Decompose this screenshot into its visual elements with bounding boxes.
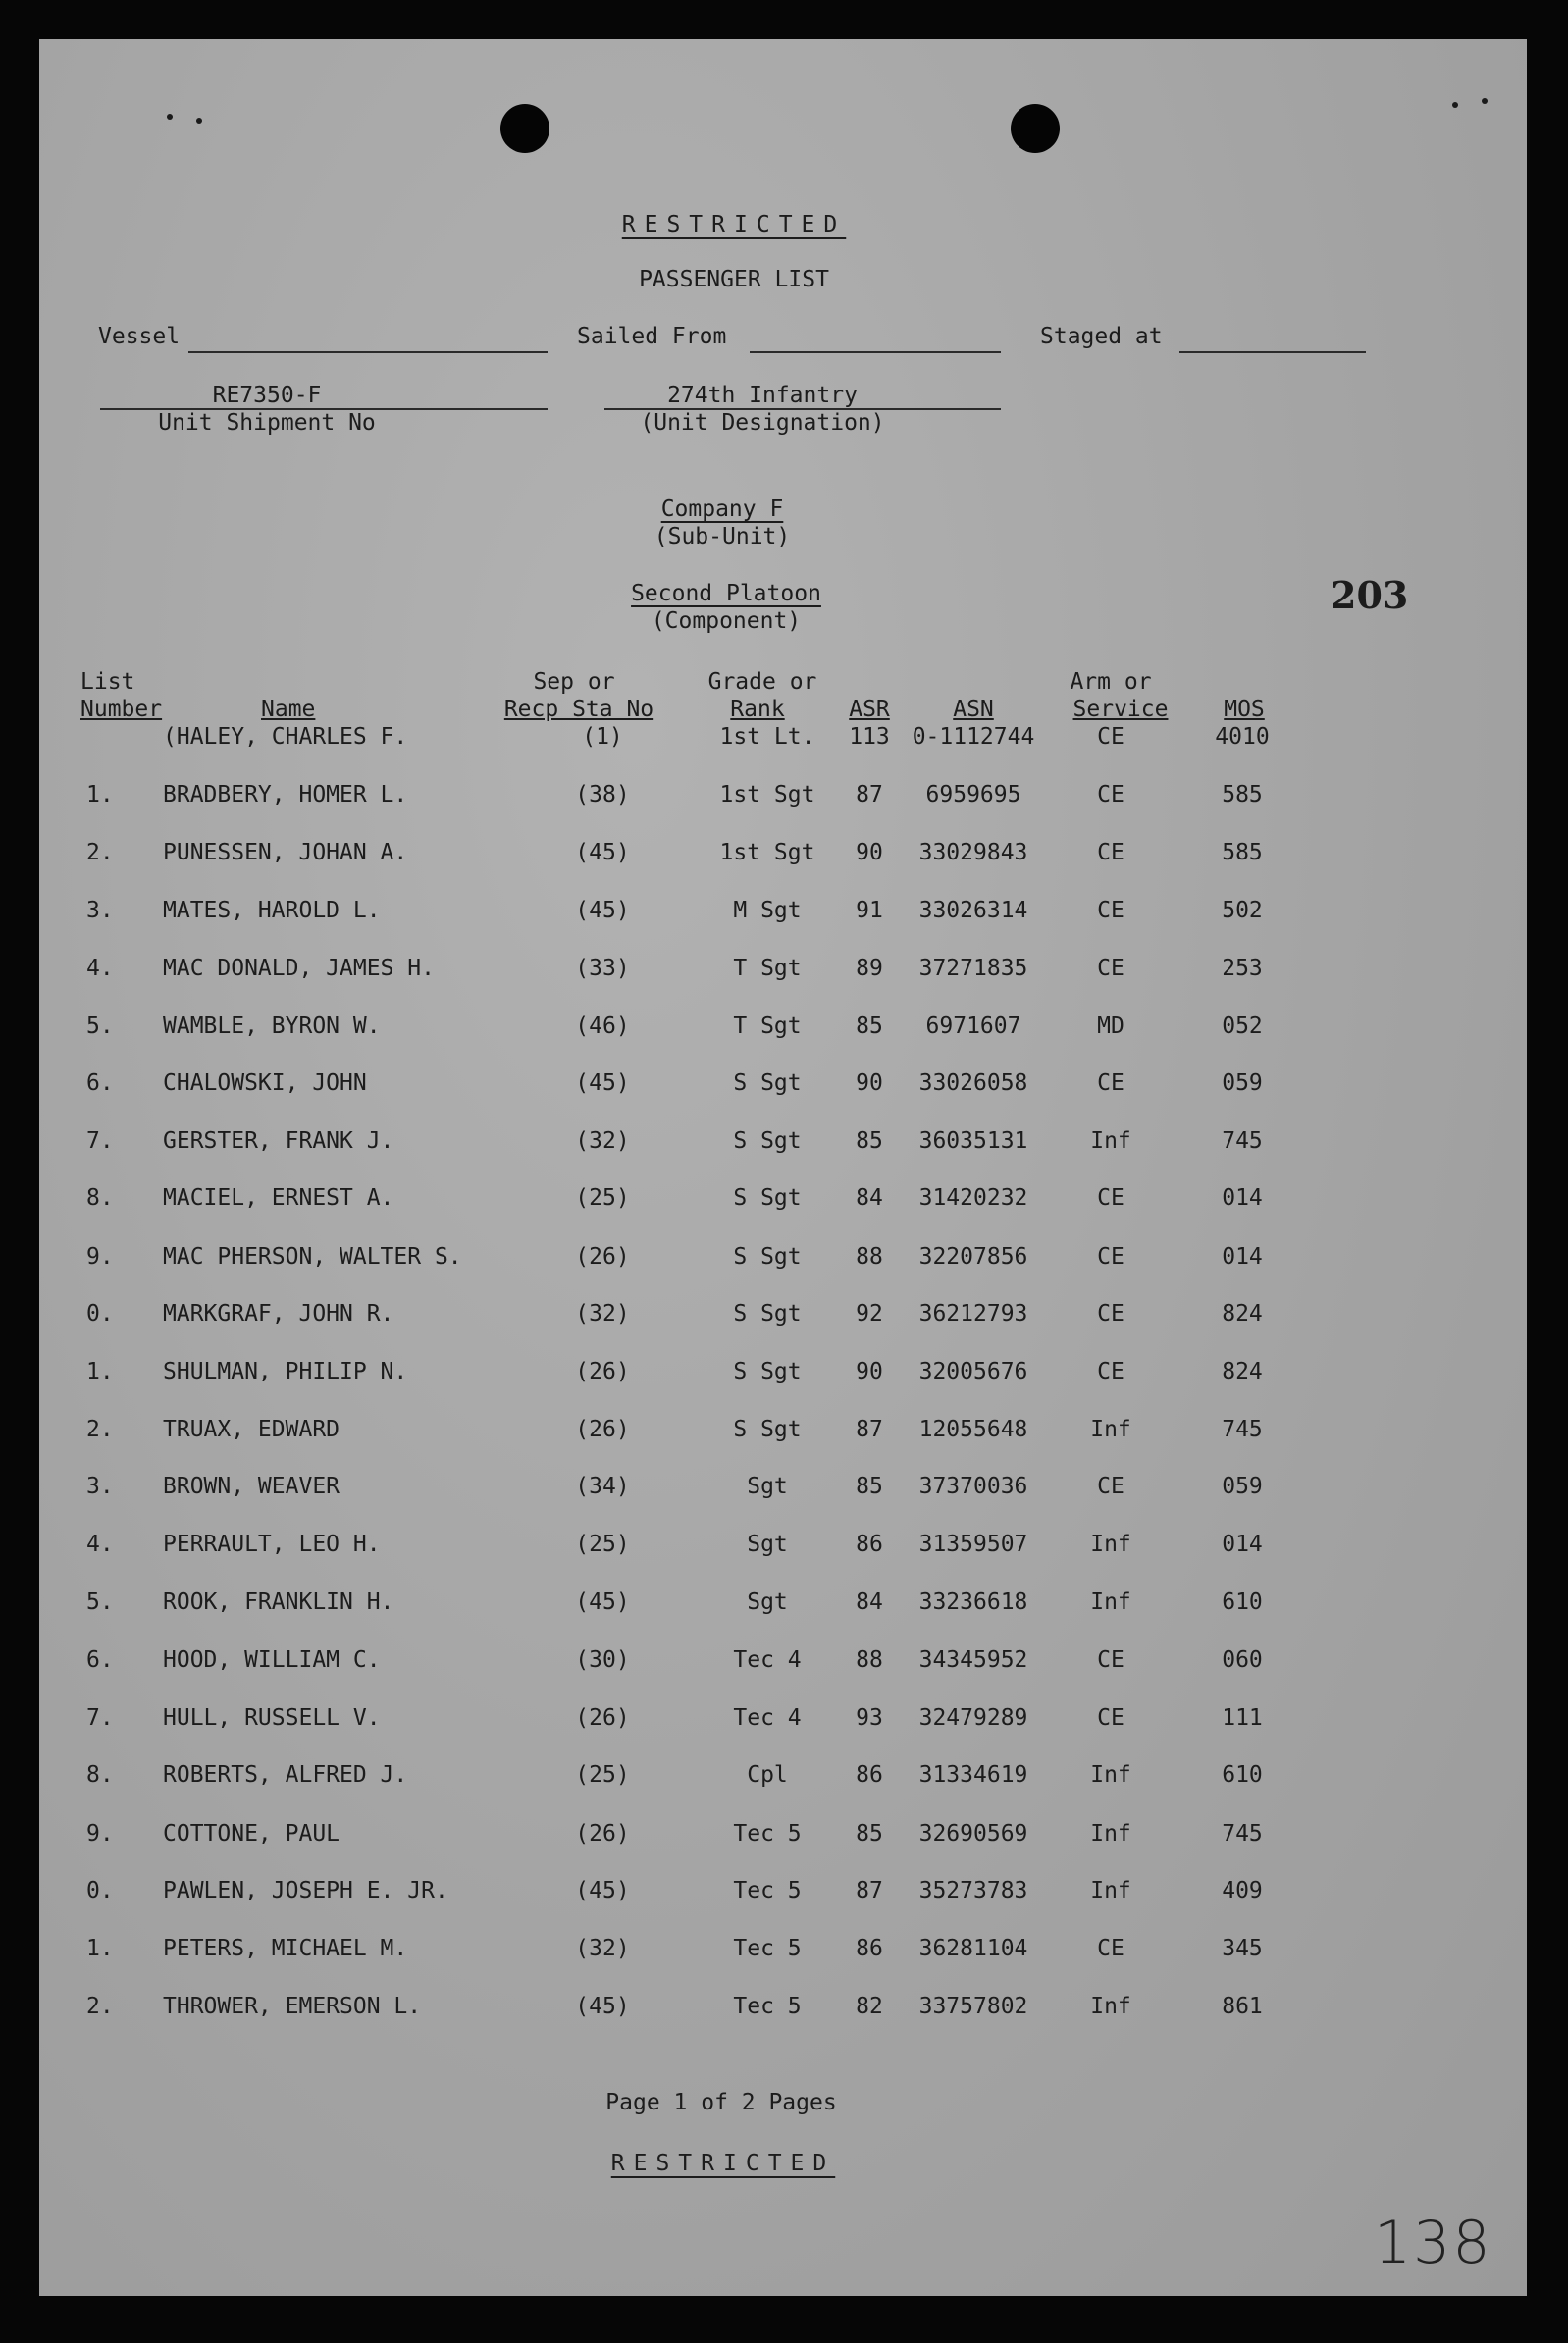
row-rank: T Sgt xyxy=(733,956,802,981)
sub-unit-label: (Sub-Unit) xyxy=(653,524,791,549)
row-asn: 33029843 xyxy=(918,840,1028,865)
speck xyxy=(1482,98,1488,104)
row-sep-recp: (26) xyxy=(575,1417,630,1442)
speck xyxy=(167,114,173,120)
row-number: 5. xyxy=(86,1014,114,1039)
row-sep-recp: (32) xyxy=(575,1936,630,1961)
table-row xyxy=(39,1130,1527,1160)
row-rank: S Sgt xyxy=(733,1244,802,1270)
row-number: 3. xyxy=(86,898,114,923)
row-rank: S Sgt xyxy=(733,1128,802,1154)
sub-unit-value: Company F xyxy=(660,496,784,522)
row-arm-service: CE xyxy=(1097,840,1124,865)
sailed-from-line xyxy=(750,351,1001,353)
handwritten-number: 138 xyxy=(1374,2209,1492,2277)
row-name: MARKGRAF, JOHN R. xyxy=(163,1301,394,1327)
row-asn: 6971607 xyxy=(925,1014,1021,1039)
row-asr: 90 xyxy=(856,1070,883,1096)
row-rank: 1st Sgt xyxy=(719,840,815,865)
row-asn: 31334619 xyxy=(918,1762,1028,1788)
row-mos: 585 xyxy=(1222,782,1263,807)
row-mos: 059 xyxy=(1222,1070,1263,1096)
unit-shipment-value: RE7350-F xyxy=(212,383,322,408)
row-name: SHULMAN, PHILIP N. xyxy=(163,1359,408,1384)
row-number: 2. xyxy=(86,840,114,865)
table-row xyxy=(39,1938,1527,1967)
table-row xyxy=(39,1707,1527,1737)
row-mos: 052 xyxy=(1222,1014,1263,1039)
row-rank: Sgt xyxy=(747,1589,788,1615)
table-row xyxy=(39,1823,1527,1852)
row-asn: 6959695 xyxy=(925,782,1021,807)
row-number: 5. xyxy=(86,1589,114,1615)
col-grade-rank: Rank xyxy=(730,697,785,722)
row-name: MATES, HAROLD L. xyxy=(163,898,381,923)
row-name: MAC PHERSON, WALTER S. xyxy=(163,1244,462,1270)
row-sep-recp: (26) xyxy=(575,1821,630,1847)
col-asr: ASR xyxy=(849,697,890,722)
row-mos: 824 xyxy=(1222,1359,1263,1384)
row-rank: S Sgt xyxy=(733,1359,802,1384)
row-name: PETERS, MICHAEL M. xyxy=(163,1936,408,1961)
row-arm-service: Inf xyxy=(1090,1417,1131,1442)
row-asn: 32690569 xyxy=(918,1821,1028,1847)
row-asr: 87 xyxy=(856,1878,883,1903)
row-mos: 014 xyxy=(1222,1244,1263,1270)
row-number: 7. xyxy=(86,1128,114,1154)
row-arm-service: CE xyxy=(1097,1705,1124,1731)
row-mos: 610 xyxy=(1222,1589,1263,1615)
row-arm-service: Inf xyxy=(1090,1994,1131,2019)
restricted-footer: RESTRICTED xyxy=(610,2151,836,2176)
row-arm-service: CE xyxy=(1097,782,1124,807)
page-stamp-number: 203 xyxy=(1331,573,1409,617)
punch-hole-right xyxy=(1011,104,1060,153)
row-number: 4. xyxy=(86,1532,114,1557)
row-sep-recp: (45) xyxy=(575,1070,630,1096)
row-mos: 060 xyxy=(1222,1647,1263,1673)
row-asn: 33026314 xyxy=(918,898,1028,923)
row-sep-recp: (45) xyxy=(575,1994,630,2019)
row-sep-recp: (45) xyxy=(575,840,630,865)
row-sep-recp: (25) xyxy=(575,1532,630,1557)
row-name: ROOK, FRANKLIN H. xyxy=(163,1589,394,1615)
row-mos: 502 xyxy=(1222,898,1263,923)
unit-designation-value: 274th Infantry xyxy=(667,383,858,408)
row-name: MACIEL, ERNEST A. xyxy=(163,1185,394,1211)
row-arm-service: Inf xyxy=(1090,1128,1131,1154)
document-title: PASSENGER LIST xyxy=(639,267,829,292)
row-asr: 92 xyxy=(856,1301,883,1327)
row-name: TRUAX, EDWARD xyxy=(163,1417,340,1442)
row-asr: 85 xyxy=(856,1128,883,1154)
row-sep-recp: (26) xyxy=(575,1705,630,1731)
row-name: CHALOWSKI, JOHN xyxy=(163,1070,367,1096)
row-number: 3. xyxy=(86,1474,114,1499)
row-asn: 36281104 xyxy=(918,1936,1028,1961)
row-mos: 610 xyxy=(1222,1762,1263,1788)
row-arm-service: Inf xyxy=(1090,1532,1131,1557)
row-asr: 93 xyxy=(856,1705,883,1731)
row-number: 6. xyxy=(86,1070,114,1096)
table-row xyxy=(39,1996,1527,2025)
row-asn: 33757802 xyxy=(918,1994,1028,2019)
row-number: 8. xyxy=(86,1762,114,1788)
row-asr: 87 xyxy=(856,782,883,807)
col-asn: ASN xyxy=(953,697,994,722)
row-mos: 014 xyxy=(1222,1185,1263,1211)
row-rank: T Sgt xyxy=(733,1014,802,1039)
row-rank: Tec 4 xyxy=(733,1705,802,1731)
row-rank: Sgt xyxy=(747,1532,788,1557)
row-mos: 824 xyxy=(1222,1301,1263,1327)
row-name: PERRAULT, LEO H. xyxy=(163,1532,381,1557)
row-number: 1. xyxy=(86,782,114,807)
row-sep-recp: (45) xyxy=(575,1589,630,1615)
row-mos: 253 xyxy=(1222,956,1263,981)
col-arm-service: Service xyxy=(1072,697,1169,722)
table-row xyxy=(39,1764,1527,1794)
restricted-heading: RESTRICTED xyxy=(621,212,847,237)
punch-hole-left xyxy=(500,104,549,153)
table-row xyxy=(39,784,1527,813)
row-rank: Tec 4 xyxy=(733,1647,802,1673)
table-row xyxy=(39,1649,1527,1679)
row-arm-service: CE xyxy=(1097,1301,1124,1327)
row-sep-recp: (33) xyxy=(575,956,630,981)
row-sep-recp: (25) xyxy=(575,1762,630,1788)
row-sep-recp: (38) xyxy=(575,782,630,807)
row-asr: 85 xyxy=(856,1014,883,1039)
row-rank: S Sgt xyxy=(733,1185,802,1211)
row-asr: 86 xyxy=(856,1762,883,1788)
row-rank: Tec 5 xyxy=(733,1936,802,1961)
row-asn: 32207856 xyxy=(918,1244,1028,1270)
col-mos: MOS xyxy=(1224,697,1265,722)
row-sep-recp: (26) xyxy=(575,1244,630,1270)
row-arm-service: CE xyxy=(1097,956,1124,981)
row-sep-recp: (45) xyxy=(575,898,630,923)
row-rank: S Sgt xyxy=(733,1417,802,1442)
row-number: 8. xyxy=(86,1185,114,1211)
vessel-label: Vessel xyxy=(98,324,181,349)
row-sep-recp: (25) xyxy=(575,1185,630,1211)
row-asr: 84 xyxy=(856,1589,883,1615)
row-mos: 111 xyxy=(1222,1705,1263,1731)
row-rank: Tec 5 xyxy=(733,1878,802,1903)
row-asn: 12055648 xyxy=(918,1417,1028,1442)
row-name: (HALEY, CHARLES F. xyxy=(163,724,408,750)
row-name: HOOD, WILLIAM C. xyxy=(163,1647,381,1673)
row-asr: 84 xyxy=(856,1185,883,1211)
row-sep-recp: (26) xyxy=(575,1359,630,1384)
sailed-from-label: Sailed From xyxy=(577,324,727,349)
row-rank: Cpl xyxy=(747,1762,788,1788)
staged-at-line xyxy=(1179,351,1366,353)
table-row xyxy=(39,1187,1527,1217)
row-number: 9. xyxy=(86,1244,114,1270)
row-asr: 90 xyxy=(856,840,883,865)
row-asn: 37370036 xyxy=(918,1474,1028,1499)
row-asn: 33236618 xyxy=(918,1589,1028,1615)
row-mos: 745 xyxy=(1222,1417,1263,1442)
table-row xyxy=(39,1015,1527,1045)
speck xyxy=(196,118,202,124)
row-number: 6. xyxy=(86,1647,114,1673)
row-arm-service: Inf xyxy=(1090,1821,1131,1847)
table-row xyxy=(39,958,1527,987)
row-arm-service: MD xyxy=(1097,1014,1124,1039)
row-mos: 745 xyxy=(1222,1128,1263,1154)
row-asr: 85 xyxy=(856,1821,883,1847)
row-rank: 1st Sgt xyxy=(719,782,815,807)
table-row xyxy=(39,842,1527,871)
row-asn: 31420232 xyxy=(918,1185,1028,1211)
row-asr: 86 xyxy=(856,1936,883,1961)
row-name: PUNESSEN, JOHAN A. xyxy=(163,840,408,865)
row-name: HULL, RUSSELL V. xyxy=(163,1705,381,1731)
row-arm-service: CE xyxy=(1097,1244,1124,1270)
row-arm-service: CE xyxy=(1097,1070,1124,1096)
table-row xyxy=(39,1303,1527,1332)
row-name: THROWER, EMERSON L. xyxy=(163,1994,422,2019)
row-mos: 745 xyxy=(1222,1821,1263,1847)
unit-designation-label: (Unit Designation) xyxy=(640,410,885,436)
row-asn: 35273783 xyxy=(918,1878,1028,1903)
row-number: 0. xyxy=(86,1878,114,1903)
row-number: 9. xyxy=(86,1821,114,1847)
col-list-number: List xyxy=(80,669,135,695)
vessel-line xyxy=(188,351,548,353)
row-name: WAMBLE, BYRON W. xyxy=(163,1014,381,1039)
col-sep-recp: Recp Sta No xyxy=(503,697,654,722)
row-number: 7. xyxy=(86,1705,114,1731)
row-sep-recp: (32) xyxy=(575,1128,630,1154)
row-number: 4. xyxy=(86,956,114,981)
row-asr: 113 xyxy=(849,724,890,750)
row-mos: 4010 xyxy=(1215,724,1270,750)
row-arm-service: CE xyxy=(1097,1474,1124,1499)
row-rank: S Sgt xyxy=(733,1301,802,1327)
row-number: 2. xyxy=(86,1994,114,2019)
row-name: ROBERTS, ALFRED J. xyxy=(163,1762,408,1788)
table-row xyxy=(39,1476,1527,1505)
row-asn: 32479289 xyxy=(918,1705,1028,1731)
row-sep-recp: (30) xyxy=(575,1647,630,1673)
row-number: 1. xyxy=(86,1936,114,1961)
row-asr: 82 xyxy=(856,1994,883,2019)
speck xyxy=(1452,102,1458,108)
row-number: 0. xyxy=(86,1301,114,1327)
row-mos: 014 xyxy=(1222,1532,1263,1557)
col-arm-service: Arm or xyxy=(1070,669,1152,695)
row-asn: 0-1112744 xyxy=(912,724,1035,750)
row-name: GERSTER, FRANK J. xyxy=(163,1128,394,1154)
row-arm-service: CE xyxy=(1097,724,1124,750)
row-name: MAC DONALD, JAMES H. xyxy=(163,956,435,981)
row-sep-recp: (46) xyxy=(575,1014,630,1039)
row-asn: 31359507 xyxy=(918,1532,1028,1557)
row-asr: 86 xyxy=(856,1532,883,1557)
col-list-number: Number xyxy=(80,697,163,722)
row-asr: 85 xyxy=(856,1474,883,1499)
row-arm-service: CE xyxy=(1097,898,1124,923)
component-value: Second Platoon xyxy=(631,581,821,606)
row-arm-service: CE xyxy=(1097,1936,1124,1961)
row-rank: M Sgt xyxy=(733,898,802,923)
row-asn: 34345952 xyxy=(918,1647,1028,1673)
row-arm-service: Inf xyxy=(1090,1589,1131,1615)
row-asr: 88 xyxy=(856,1244,883,1270)
row-number: 1. xyxy=(86,1359,114,1384)
table-row xyxy=(39,1361,1527,1390)
row-asr: 89 xyxy=(856,956,883,981)
row-asn: 36035131 xyxy=(918,1128,1028,1154)
row-asn: 36212793 xyxy=(918,1301,1028,1327)
unit-shipment-label: Unit Shipment No xyxy=(158,410,376,436)
row-asr: 88 xyxy=(856,1647,883,1673)
row-arm-service: CE xyxy=(1097,1185,1124,1211)
col-sep-recp: Sep or xyxy=(533,669,615,695)
row-sep-recp: (1) xyxy=(582,724,623,750)
row-asr: 91 xyxy=(856,898,883,923)
row-asn: 37271835 xyxy=(918,956,1028,981)
row-mos: 585 xyxy=(1222,840,1263,865)
row-mos: 409 xyxy=(1222,1878,1263,1903)
col-grade-rank: Grade or xyxy=(707,669,817,695)
table-row xyxy=(39,1419,1527,1448)
row-rank: S Sgt xyxy=(733,1070,802,1096)
page-count: Page 1 of 2 Pages xyxy=(605,2090,837,2115)
row-asr: 87 xyxy=(856,1417,883,1442)
staged-at-label: Staged at xyxy=(1040,324,1163,349)
table-row xyxy=(39,1534,1527,1563)
table-row xyxy=(39,726,1527,755)
document-page xyxy=(39,39,1527,2296)
row-arm-service: Inf xyxy=(1090,1878,1131,1903)
row-sep-recp: (45) xyxy=(575,1878,630,1903)
row-rank: Tec 5 xyxy=(733,1821,802,1847)
row-name: PAWLEN, JOSEPH E. JR. xyxy=(163,1878,448,1903)
row-asr: 90 xyxy=(856,1359,883,1384)
row-name: COTTONE, PAUL xyxy=(163,1821,340,1847)
row-sep-recp: (34) xyxy=(575,1474,630,1499)
row-mos: 345 xyxy=(1222,1936,1263,1961)
col-name: Name xyxy=(261,697,316,722)
row-name: BROWN, WEAVER xyxy=(163,1474,340,1499)
row-rank: Sgt xyxy=(747,1474,788,1499)
row-mos: 059 xyxy=(1222,1474,1263,1499)
table-row xyxy=(39,1246,1527,1276)
row-arm-service: CE xyxy=(1097,1647,1124,1673)
component-label: (Component) xyxy=(651,608,802,634)
table-row xyxy=(39,1591,1527,1621)
row-asn: 32005676 xyxy=(918,1359,1028,1384)
row-name: BRADBERY, HOMER L. xyxy=(163,782,408,807)
table-row xyxy=(39,1072,1527,1102)
row-arm-service: Inf xyxy=(1090,1762,1131,1788)
table-row xyxy=(39,900,1527,929)
row-mos: 861 xyxy=(1222,1994,1263,2019)
row-asn: 33026058 xyxy=(918,1070,1028,1096)
table-row xyxy=(39,1880,1527,1909)
row-rank: Tec 5 xyxy=(733,1994,802,2019)
row-number: 2. xyxy=(86,1417,114,1442)
row-sep-recp: (32) xyxy=(575,1301,630,1327)
row-arm-service: CE xyxy=(1097,1359,1124,1384)
row-rank: 1st Lt. xyxy=(719,724,815,750)
